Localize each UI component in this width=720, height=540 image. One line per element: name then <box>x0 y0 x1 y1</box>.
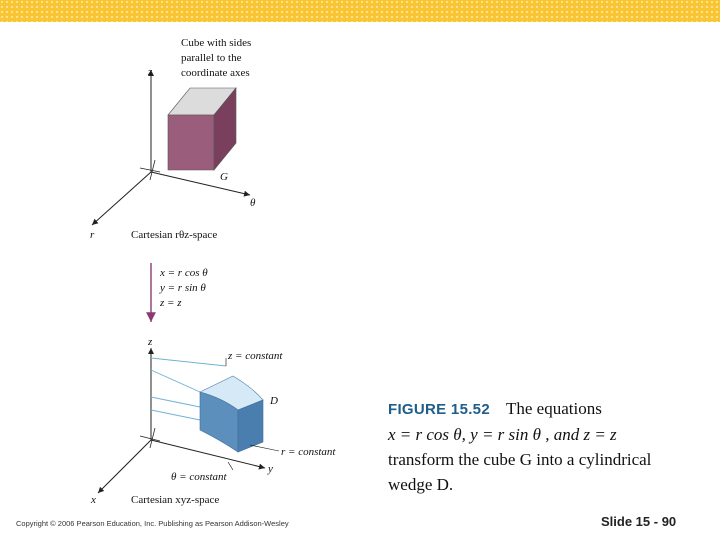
d-label: D <box>270 395 278 407</box>
top-theta-label: θ <box>250 197 256 209</box>
equation-y: y = r sin θ <box>160 282 206 294</box>
figure-label: FIGURE 15.52 <box>388 401 490 418</box>
transform-equations <box>151 263 208 322</box>
caption-line-1: The equations <box>505 399 602 418</box>
equation-x: x = r cos θ <box>160 267 208 279</box>
bottom-y-label: y <box>268 463 273 475</box>
bottom-x-axis <box>98 440 151 493</box>
cube-g <box>168 88 236 170</box>
z-constant-label: z = constant <box>228 350 283 362</box>
top-r-axis <box>92 172 151 225</box>
cube-title-line-1: Cube with sides <box>181 37 252 49</box>
cube-title-line-3: coordinate axes <box>181 67 250 79</box>
top-diagram <box>90 37 256 241</box>
caption-line-3: transform the cube G into a cylindrical <box>388 450 652 469</box>
top-space-label: Cartesian rθz-space <box>131 229 218 241</box>
cube-title-line-2: parallel to the <box>181 52 242 64</box>
bottom-diagram <box>90 336 336 506</box>
slide-number: Slide 15 - 90 <box>601 514 677 529</box>
top-r-label: r <box>90 229 95 241</box>
r-constant-label: r = constant <box>281 446 336 458</box>
bottom-x-label: x <box>91 494 96 506</box>
figure-caption <box>388 396 708 497</box>
wedge-d <box>200 376 263 452</box>
top-theta-axis <box>151 172 250 195</box>
caption-line-4: wedge D. <box>388 475 454 494</box>
equation-z: z = z <box>160 297 182 309</box>
copyright-notice: Copyright © 2006 Pearson Education, Inc. Publishing as Pearson Addison-Wesley <box>16 519 289 528</box>
bottom-z-label: z <box>148 336 153 348</box>
top-z-label: z <box>148 66 153 78</box>
bottom-space-label: Cartesian xyz-space <box>131 494 220 506</box>
caption-line-2: x = r cos θ, y = r sin θ , and z = z <box>388 425 617 444</box>
g-label: G <box>220 171 228 183</box>
theta-constant-label: θ = constant <box>171 471 227 483</box>
